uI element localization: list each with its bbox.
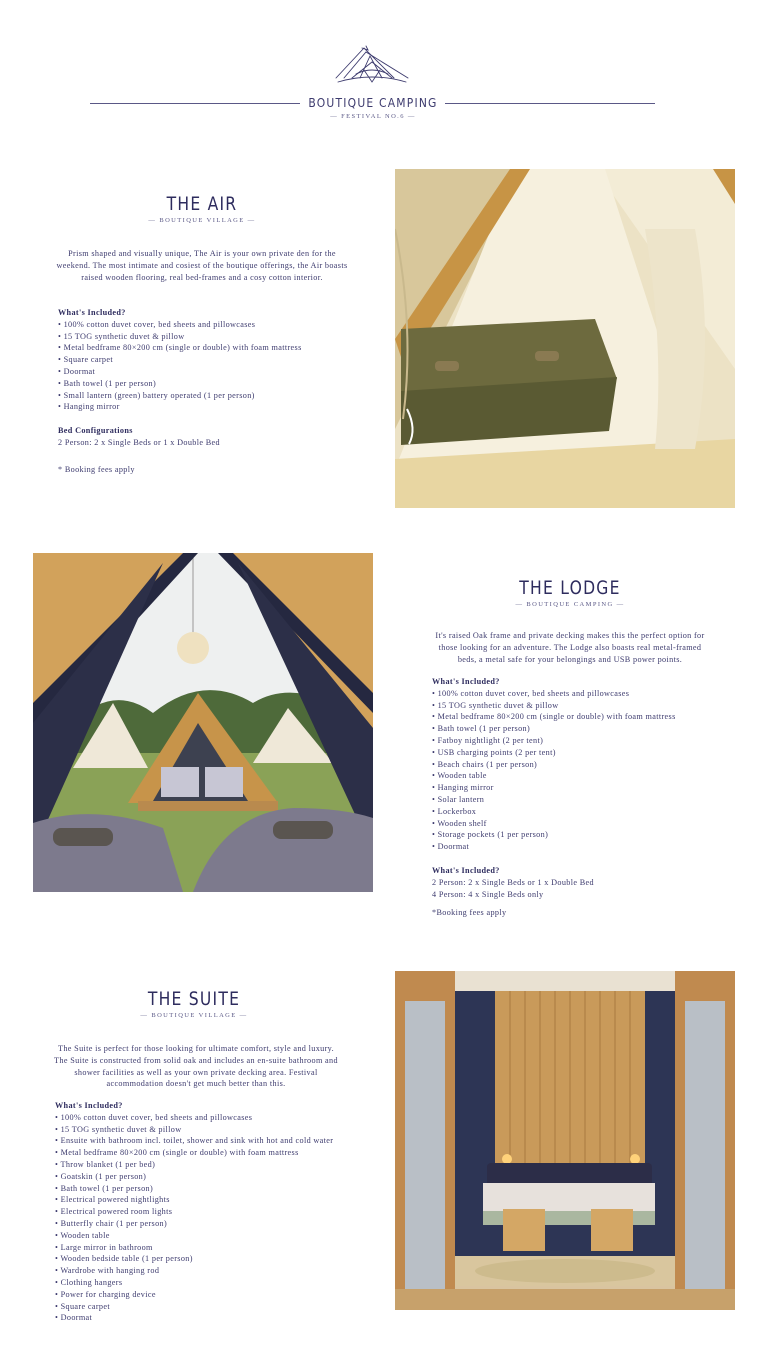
included-list: [432, 688, 732, 853]
list-item: • Fatboy nightlight (2 per tent): [432, 735, 544, 745]
header-divider-left: [90, 103, 300, 104]
list-item: • 100% cotton duvet cover, bed sheets and pillowcases: [58, 319, 256, 329]
included-heading: What's Included?: [55, 1101, 123, 1110]
included-heading: What's Included?: [58, 308, 126, 317]
included-list: [58, 319, 378, 413]
list-item: • Wooden table: [55, 1230, 110, 1240]
suite-bedroom-photo: [395, 971, 735, 1310]
list-item: • 15 TOG synthetic duvet & pillow: [55, 1124, 182, 1134]
list-item: • Doormat: [58, 366, 96, 376]
bell-tent-interior-photo: [395, 169, 735, 508]
booking-note: * Booking fees apply: [58, 465, 135, 474]
list-item: • Butterfly chair (1 per person): [55, 1218, 168, 1228]
tent-mountain-logo-icon: [334, 42, 410, 94]
section-subtitle: — BOUTIQUE VILLAGE —: [140, 1012, 248, 1019]
brand-title: BOUTIQUE CAMPING: [308, 95, 438, 110]
list-item: • Storage pockets (1 per person): [432, 830, 549, 840]
list-item: • Electrical powered room lights: [55, 1207, 173, 1217]
included-heading: What's Included?: [432, 677, 500, 686]
section-subtitle: — BOUTIQUE CAMPING —: [515, 601, 625, 608]
list-item: • Metal bedframe 80×200 cm (single or double) with foam mattress: [432, 712, 676, 722]
list-item: • Square carpet: [55, 1301, 110, 1311]
header-divider-right: [445, 103, 655, 104]
bed-config-item: 2 Person: 2 x Single Beds or 1 x Double Bed: [58, 437, 220, 447]
list-item: • Goatskin (1 per person): [55, 1171, 147, 1181]
brand-subtitle: — FESTIVAL NO.6 —: [330, 113, 416, 120]
list-item: • Metal bedframe 80×200 cm (single or double) with foam mattress: [55, 1148, 299, 1158]
list-item: • Square carpet: [58, 355, 113, 365]
list-item: • Ensuite with bathroom incl. toilet, shower and sink with hot and cold water: [55, 1136, 334, 1146]
list-item: • Bath towel (1 per person): [432, 724, 531, 734]
list-item: • Hanging mirror: [58, 402, 120, 412]
section-title: THE LODGE: [519, 577, 621, 599]
list-item: • Doormat: [432, 842, 470, 852]
list-item: • 100% cotton duvet cover, bed sheets and pillowcases: [55, 1112, 253, 1122]
bed-config-item: 4 Person: 4 x Single Beds only: [432, 889, 544, 899]
list-item: • Wooden bedside table (1 per person): [55, 1254, 193, 1264]
section-intro: It's raised Oak frame and private decking makes this the perfect option for those looking for an adventure. The Lodge also boasts real metal-framed beds, a metal safe for your belongings and USB power points.: [435, 631, 705, 664]
bed-config-heading: Bed Configurations: [58, 426, 133, 436]
list-item: • USB charging points (2 per tent): [432, 747, 556, 757]
section-title: THE SUITE: [147, 988, 241, 1010]
section-intro: The Suite is perfect for those looking for ultimate comfort, style and luxury. The Suite is constructed from solid oak and includes an en-suite bathroom and shower facilities as well as your own private decking area. Festival accommodation doesn't get much better than this.: [54, 1044, 338, 1089]
section-intro: Prism shaped and visually unique, The Air is your own private den for the weekend. The most intimate and cosiest of the boutique offerings, the Air boasts raised wooden flooring, real bed-frames and a cosy cotton interior.: [56, 249, 348, 282]
list-item: • Bath towel (1 per person): [55, 1183, 154, 1193]
list-item: • Doormat: [55, 1313, 93, 1323]
list-item: • 100% cotton duvet cover, bed sheets and pillowcases: [432, 688, 630, 698]
included-block: [432, 676, 732, 900]
list-item: • Beach chairs (1 per person): [432, 759, 538, 769]
list-item: • Wooden table: [432, 771, 487, 781]
included-block: [58, 307, 378, 449]
bed-config-heading: What's Included?: [432, 865, 500, 875]
list-item: • Electrical powered nightlights: [55, 1195, 170, 1205]
list-item: • 15 TOG synthetic duvet & pillow: [58, 331, 185, 341]
list-item: • Wooden shelf: [432, 818, 487, 828]
lodge-tent-view-photo: [33, 553, 373, 892]
list-item: • Clothing hangers: [55, 1277, 123, 1287]
booking-note: *Booking fees apply: [432, 908, 507, 917]
included-list: [55, 1112, 340, 1324]
list-item: • Solar lantern: [432, 794, 485, 804]
bed-config-item: 2 Person: 2 x Single Beds or 1 x Double Bed: [432, 877, 594, 887]
list-item: • Bath towel (1 per person): [58, 378, 157, 388]
section-subtitle: — BOUTIQUE VILLAGE —: [148, 217, 256, 224]
list-item: • 15 TOG synthetic duvet & pillow: [432, 700, 559, 710]
list-item: • Wardrobe with hanging rod: [55, 1266, 160, 1276]
list-item: • Throw blanket (1 per bed): [55, 1159, 156, 1169]
section-title: THE AIR: [166, 193, 238, 215]
page-header: [0, 0, 768, 140]
list-item: • Lockerbox: [432, 806, 477, 816]
included-block: [55, 1100, 340, 1324]
list-item: • Power for charging device: [55, 1289, 156, 1299]
list-item: • Hanging mirror: [432, 783, 494, 793]
list-item: • Metal bedframe 80×200 cm (single or double) with foam mattress: [58, 343, 302, 353]
list-item: • Small lantern (green) battery operated (1 per person): [58, 390, 255, 400]
list-item: • Large mirror in bathroom: [55, 1242, 153, 1252]
